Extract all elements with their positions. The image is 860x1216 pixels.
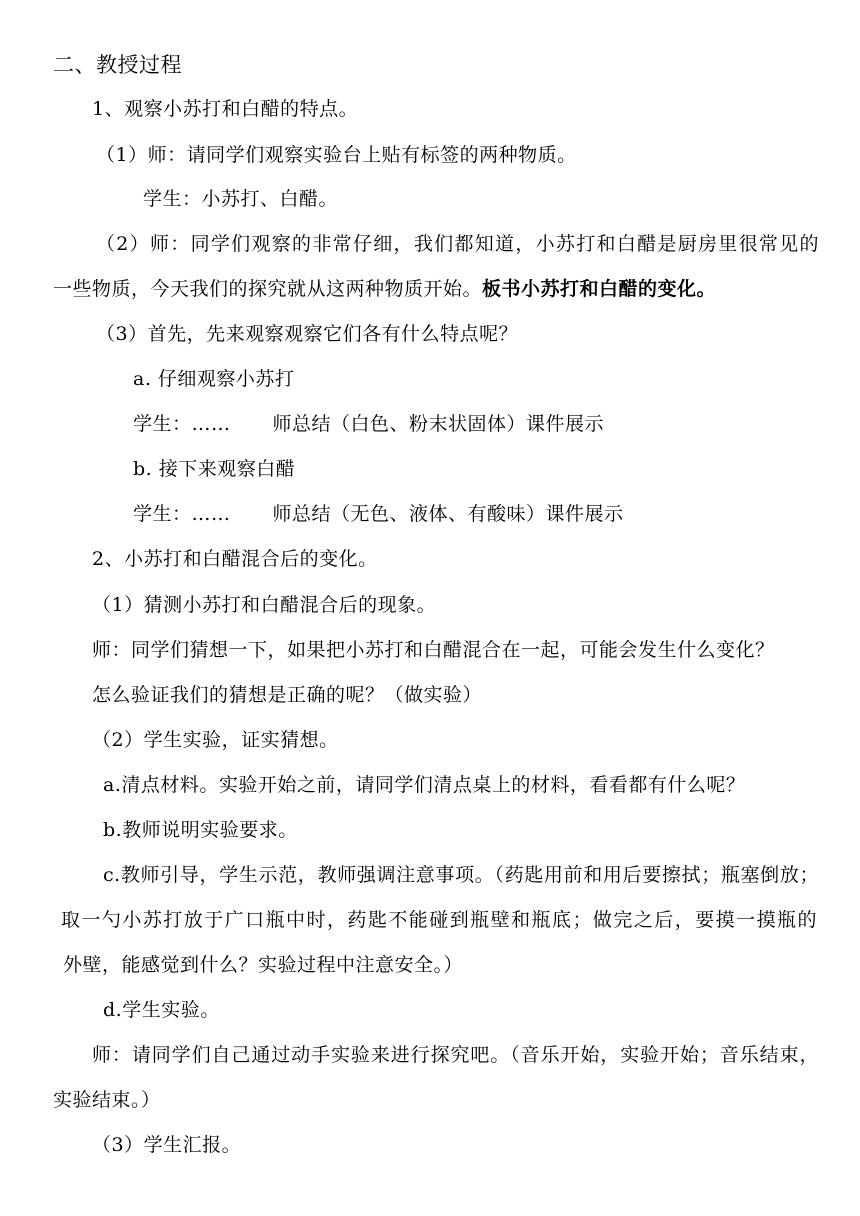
step-2-2-d: d.学生实验。 — [103, 999, 220, 1021]
step-2-2-c-line-3: 外壁，能感觉到什么？实验过程中注意安全。） — [63, 954, 464, 976]
step-1-title: 1、观察小苏打和白醋的特点。 — [92, 98, 359, 120]
step-1-2-line-1: （2）师：同学们观察的非常仔细，我们都知道，小苏打和白醋是厨房里很常见的 — [96, 233, 819, 255]
step-1-3-b-response — [133, 501, 624, 527]
step-1-2-line-2 — [53, 276, 716, 302]
step-2-2-b: b.教师说明实验要求。 — [103, 819, 298, 841]
section-heading: 二、教授过程 — [53, 53, 182, 77]
step-1-3-b: b. 接下来观察白醋 — [133, 458, 296, 480]
step-2-title: 2、小苏打和白醋混合后的变化。 — [92, 548, 378, 570]
step-1-1-student: 学生：小苏打、白醋。 — [143, 188, 339, 210]
step-2-1-question: 怎么验证我们的猜想是正确的呢？（做实验） — [92, 684, 483, 706]
step-2-2-c-line-1: c.教师引导，学生示范，教师强调注意事项。（药匙用前和用后要擦拭；瓶塞倒放； — [103, 864, 819, 886]
student-reply-a: 学生：…… — [133, 413, 231, 435]
teacher-summary-a: 师总结（白色、粉末状固体）课件展示 — [272, 413, 605, 435]
step-1-2-line-2-text: 一些物质，今天我们的探究就从这两种物质开始。 — [53, 278, 483, 300]
step-1-3: （3）首先，先来观察观察它们各有什么特点呢？ — [96, 323, 519, 345]
step-1-3-a: a. 仔细观察小苏打 — [133, 368, 295, 390]
step-2-2: （2）学生实验，证实猜想。 — [92, 729, 339, 751]
step-2-1: （1）猜测小苏打和白醋混合后的现象。 — [92, 594, 437, 616]
step-2-2-c-line-2: 取一勺小苏打放于广口瓶中时，药匙不能碰到瓶壁和瓶底；做完之后，要摸一摸瓶的 — [61, 909, 817, 931]
teacher-summary-b: 师总结（无色、液体、有酸味）课件展示 — [272, 503, 624, 525]
step-2-2-teacher-line-1: 师：请同学们自己通过动手实验来进行探究吧。（音乐开始，实验开始；音乐结束， — [92, 1044, 819, 1066]
step-2-2-a: a.清点材料。实验开始之前，请同学们清点桌上的材料，看看都有什么呢？ — [103, 774, 746, 796]
board-writing: 板书小苏打和白醋的变化。 — [482, 278, 717, 300]
step-1-1-teacher: （1）师：请同学们观察实验台上贴有标签的两种物质。 — [96, 144, 577, 166]
step-2-1-teacher: 师：同学们猜想一下，如果把小苏打和白醋混合在一起，可能会发生什么变化？ — [92, 639, 775, 661]
step-2-3: （3）学生汇报。 — [92, 1134, 242, 1156]
student-reply-b: 学生：…… — [133, 503, 231, 525]
step-1-3-a-response — [133, 411, 604, 437]
step-2-2-teacher-line-2: 实验结束。） — [53, 1089, 161, 1111]
